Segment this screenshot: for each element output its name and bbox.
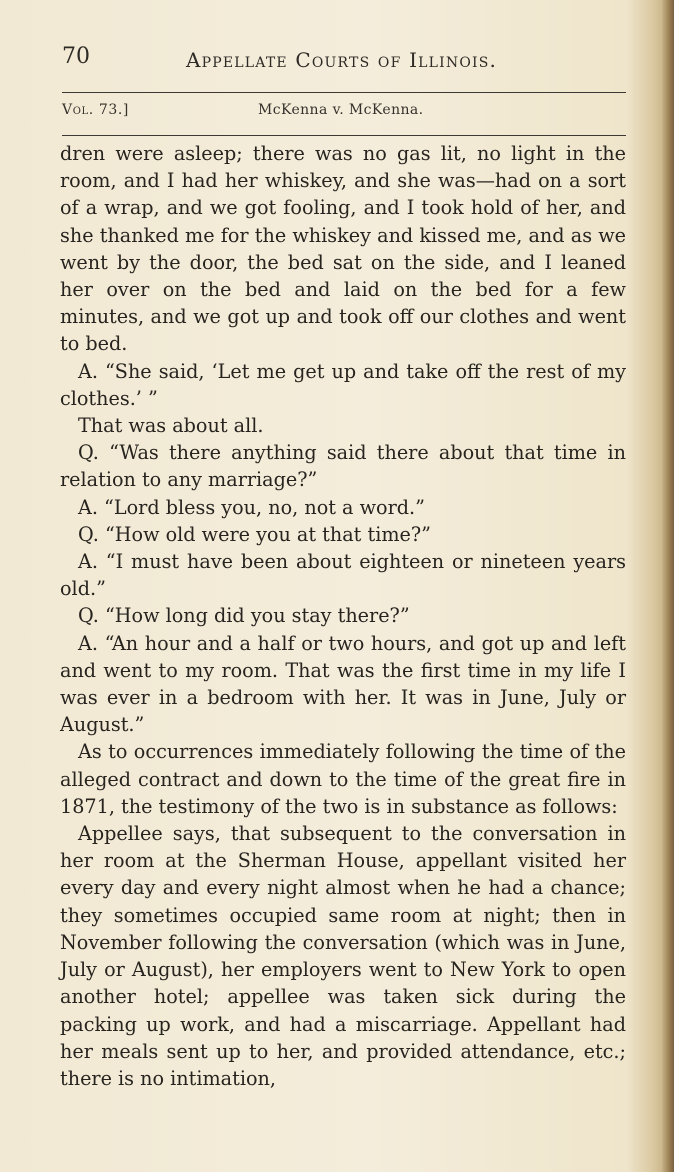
- paragraph-statement: That was about all.: [78, 414, 264, 438]
- volume-label: Vol. 73.]: [62, 102, 129, 118]
- paragraph-narrative: Appellee says, that subsequent to the conversation in her room at the Sherman House, appellant visited her every day and every night almost when he had a chance; they sometimes occupied same room at night; then in November following the conversation (which was in June, July or August), her employers went to New York to open another hotel; appellee was taken sick during the packing up work, and had a miscarriage. Appellant had her meals sent up to her, and provided attendance, etc.; there is no intimation,: [60, 822, 626, 1090]
- book-spine-edge: [662, 0, 674, 1172]
- paragraph-answer: A. “She said, ‘Let me get up and take off the rest of my clothes.’ ”: [60, 359, 626, 410]
- paragraph-continuation: dren were asleep; there was no gas lit, no light in the room, and I had her whiskey, and she was—had on a sort of a wrap, and we got fooling, and I took hold of her, and she thanked me for the whiskey and kissed me, and as we went by the door, the bed sat on the side, and I leaned her over on the bed and laid on the bed for a few minutes, and we got up and took off our clothes and went to bed.: [60, 142, 626, 356]
- paragraph-answer: A. “I must have been about eighteen or nineteen years old.”: [60, 550, 626, 601]
- paragraph-answer: A. “An hour and a half or two hours, and got up and left and went to my room. That was the first time in my life I was ever in a bedroom with her. It was in June, July or August.”: [60, 631, 626, 737]
- case-name: McKenna v. McKenna.: [258, 102, 424, 118]
- case-header: [62, 102, 622, 128]
- paragraph-answer: A. “Lord bless you, no, not a word.”: [78, 495, 425, 519]
- paragraph-question: Q. “How old were you at that time?”: [78, 522, 431, 546]
- header-rule-bottom: [62, 135, 626, 136]
- paragraph-question: Q. “How long did you stay there?”: [78, 604, 410, 628]
- header-rule-top: [62, 92, 626, 93]
- paragraph-question: Q. “Was there anything said there about that time in relation to any marriage?”: [60, 441, 626, 492]
- body-text: [60, 140, 626, 1092]
- page-header: [62, 44, 622, 84]
- running-title: Appellate Courts of Illinois.: [186, 48, 498, 72]
- paragraph-narrative: As to occurrences immediately following the time of the alleged contract and down to the time of the great fire in 1871, the testimony of the two is in substance as follows:: [60, 740, 626, 818]
- page-number: 70: [62, 44, 90, 69]
